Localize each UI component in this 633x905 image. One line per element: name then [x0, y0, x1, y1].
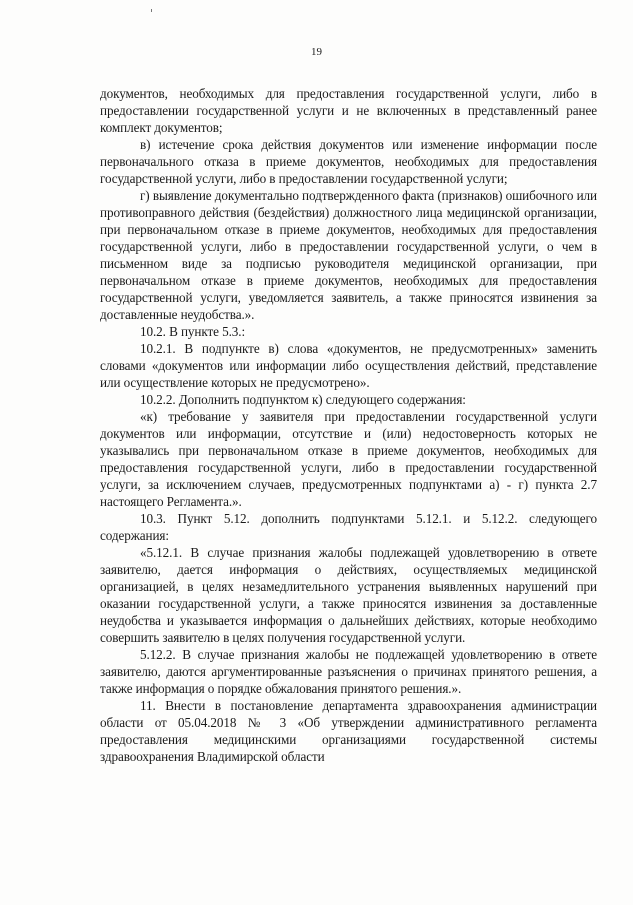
paragraph-5-12-1: «5.12.1. В случае признания жалобы подлежащей удовлетворению в ответе заявителю, дается информация о действиях, осуществляемых медицинской организацией, в целях незамедлительного устранения выявленных нарушений при оказании государственной услуги, а также приносятся извинения за доставленные неудобства и указывается информация о дальнейших действиях, которые необходимо совершить заявителю в целях получения государственной услуги. — [100, 545, 597, 645]
paragraph-continuation: документов, необходимых для предоставления государственной услуги, либо в предоставлении государственной услуги и не включенных в представленный ранее комплект документов; — [100, 86, 597, 135]
paragraph-10-2-1: 10.2.1. В подпункте в) слова «документов, не предусмотренных» заменить словами «документов или информации либо осуществления действий, представление или осуществление которых не предусмотрено». — [100, 341, 597, 390]
page-number: 19 — [311, 46, 322, 58]
paragraph-11: 11. Внести в постановление департамента здравоохранения администрации области от 05.04.2018 № 3 «Об утверждении административного регламента предоставления медицинскими организациями государственной системы здравоохранения Владимирской области — [100, 698, 597, 764]
paragraph-item-v: в) истечение срока действия документов или изменение информации после первоначального отказа в приеме документов, необходимых для предоставления государственной услуги, либо в предоставлении государственной услуги; — [100, 137, 597, 186]
paragraph-10-2: 10.2. В пункте 5.3.: — [140, 324, 246, 339]
scan-speck — [151, 9, 152, 12]
paragraph-10-2-2: 10.2.2. Дополнить подпунктом к) следующего содержания: — [140, 392, 466, 407]
paragraph-5-12-2: 5.12.2. В случае признания жалобы не подлежащей удовлетворению в ответе заявителю, даются аргументированные разъяснения о причинах принятого решения, а также информация о порядке обжалования принятого решения.». — [100, 647, 597, 696]
paragraph-item-k: «к) требование у заявителя при предоставлении государственной услуги документов или информации, отсутствие и (или) недостоверность которых не указывались при первоначальном отказе в приеме документов, необходимых для предоставления государственной услуги, либо в предоставлении государственной услуги, за исключением случаев, предусмотренных подпунктами а) - г) пункта 2.7 настоящего Регламента.». — [100, 409, 597, 509]
paragraph-10-3: 10.3. Пункт 5.12. дополнить подпунктами 5.12.1. и 5.12.2. следующего содержания: — [100, 511, 597, 543]
document-body — [100, 85, 597, 765]
paragraph-item-g: г) выявление документально подтвержденного факта (признаков) ошибочного или противоправного действия (бездействия) должностного лица медицинской организации, при первоначальном отказе в приеме документов, необходимых для предоставления государственной услуги, либо в предоставлении государственной услуги, о чем в письменном виде за подписью руководителя медицинской организации, при первоначальном отказе в приеме документов, необходимых для предоставления государственной услуги, уведомляется заявитель, а также приносятся извинения за доставленные неудобства.». — [100, 188, 597, 322]
